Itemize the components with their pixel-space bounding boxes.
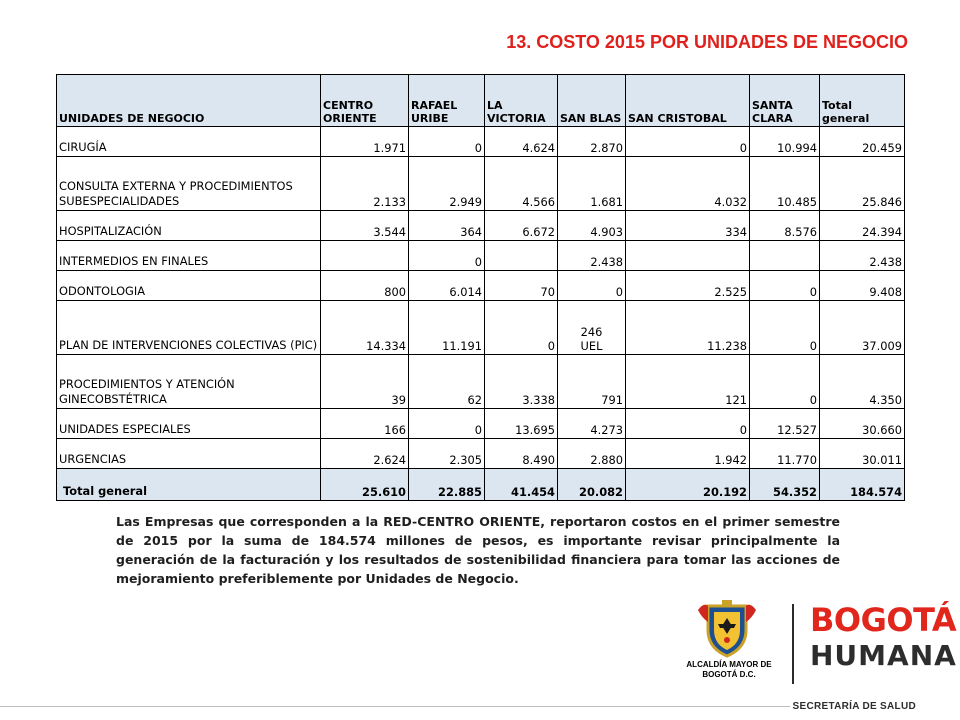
header-total-general: Total general <box>820 75 905 127</box>
header-centro-oriente: CENTRO ORIENTE <box>321 75 409 127</box>
table-cell: 9.408 <box>820 271 905 301</box>
table-cell: 11.770 <box>750 439 820 469</box>
table-cell: 2.880 <box>558 439 626 469</box>
row-label: INTERMEDIOS EN FINALES <box>57 241 321 271</box>
table-row <box>57 127 905 157</box>
table-cell: 3.544 <box>321 211 409 241</box>
table-cell: 14.334 <box>321 301 409 355</box>
table-cell: 4.566 <box>485 157 558 211</box>
row-label: PLAN DE INTERVENCIONES COLECTIVAS (PIC) <box>57 301 321 355</box>
header-san-blas: SAN BLAS <box>558 75 626 127</box>
table-cell: 1.942 <box>626 439 750 469</box>
table-cell: 25.846 <box>820 157 905 211</box>
table-cell: 0 <box>626 127 750 157</box>
table-row <box>57 301 905 355</box>
pic-san-blas-value: 246 <box>580 325 603 339</box>
table-cell: 6.672 <box>485 211 558 241</box>
table-cell: 2.525 <box>626 271 750 301</box>
footer-divider <box>0 706 790 707</box>
table-cell: 2.949 <box>409 157 485 211</box>
table-cell: 0 <box>409 127 485 157</box>
table-row <box>57 271 905 301</box>
cost-table <box>56 74 905 501</box>
table-cell: 2.870 <box>558 127 626 157</box>
header-rafael-uribe: RAFAEL URIBE <box>409 75 485 127</box>
row-label: CONSULTA EXTERNA Y PROCEDIMIENTOS SUBESPECIALIDADES <box>57 157 321 211</box>
row-label: CIRUGÍA <box>57 127 321 157</box>
table-row <box>57 241 905 271</box>
total-cell: 20.192 <box>626 469 750 501</box>
logo-divider <box>792 604 794 684</box>
table-cell <box>750 241 820 271</box>
table-total-row <box>57 469 905 501</box>
table-header-row <box>57 75 905 127</box>
total-cell: 54.352 <box>750 469 820 501</box>
table-row <box>57 439 905 469</box>
table-cell: 4.273 <box>558 409 626 439</box>
table-cell: 4.903 <box>558 211 626 241</box>
table-cell: 11.191 <box>409 301 485 355</box>
table-cell: 30.660 <box>820 409 905 439</box>
table-cell: 0 <box>626 409 750 439</box>
header-la-victoria: LA VICTORIA <box>485 75 558 127</box>
table-cell: 2.438 <box>558 241 626 271</box>
table-cell: 20.459 <box>820 127 905 157</box>
header-santa-clara: SANTA CLARA <box>750 75 820 127</box>
table-cell: 37.009 <box>820 301 905 355</box>
header-unidades: UNIDADES DE NEGOCIO <box>57 75 321 127</box>
table-cell: 10.994 <box>750 127 820 157</box>
pic-san-blas-note: UEL <box>580 339 603 353</box>
header-san-cristobal: SAN CRISTOBAL <box>626 75 750 127</box>
total-cell: 41.454 <box>485 469 558 501</box>
table-cell: 11.238 <box>626 301 750 355</box>
table-cell: 2.624 <box>321 439 409 469</box>
table-cell: 0 <box>750 271 820 301</box>
table-cell: 0 <box>409 241 485 271</box>
table-cell: 0 <box>409 409 485 439</box>
table-cell: 2.438 <box>820 241 905 271</box>
table-cell: 30.011 <box>820 439 905 469</box>
table-cell: 800 <box>321 271 409 301</box>
table-cell: 62 <box>409 355 485 409</box>
table-cell: 791 <box>558 355 626 409</box>
total-cell: 184.574 <box>820 469 905 501</box>
table-row <box>57 355 905 409</box>
table-cell: 2.133 <box>321 157 409 211</box>
row-label: PROCEDIMIENTOS Y ATENCIÓN GINECOBSTÉTRICA <box>57 355 321 409</box>
table-cell: 334 <box>626 211 750 241</box>
table-cell: 4.350 <box>820 355 905 409</box>
brand-humana: HUMANA <box>810 639 957 672</box>
table-cell <box>626 241 750 271</box>
table-cell: 1.681 <box>558 157 626 211</box>
table-row <box>57 409 905 439</box>
bogota-logo <box>672 600 957 690</box>
table-cell: 12.527 <box>750 409 820 439</box>
table-cell: 364 <box>409 211 485 241</box>
total-cell: 20.082 <box>558 469 626 501</box>
table-cell: 13.695 <box>485 409 558 439</box>
total-cell: 25.610 <box>321 469 409 501</box>
table-cell <box>321 241 409 271</box>
coat-of-arms-icon <box>694 600 760 658</box>
table-cell: 4.624 <box>485 127 558 157</box>
table-cell: 6.014 <box>409 271 485 301</box>
table-cell: 8.576 <box>750 211 820 241</box>
table-cell: 70 <box>485 271 558 301</box>
table-cell: 4.032 <box>626 157 750 211</box>
table-cell: 24.394 <box>820 211 905 241</box>
table-cell: 39 <box>321 355 409 409</box>
row-label: URGENCIAS <box>57 439 321 469</box>
row-label: ODONTOLOGIA <box>57 271 321 301</box>
table-cell: 166 <box>321 409 409 439</box>
total-cell: 22.885 <box>409 469 485 501</box>
row-label: UNIDADES ESPECIALES <box>57 409 321 439</box>
table-cell: 0 <box>485 301 558 355</box>
brand-bogota: BOGOTÁ <box>810 601 957 639</box>
total-label: Total general <box>57 469 321 501</box>
table-cell: 0 <box>558 271 626 301</box>
table-cell: 0 <box>750 355 820 409</box>
table-cell: 3.338 <box>485 355 558 409</box>
table-row <box>57 157 905 211</box>
table-cell: 121 <box>626 355 750 409</box>
table-cell-pic-san-blas <box>558 301 626 355</box>
table-cell: 1.971 <box>321 127 409 157</box>
table-cell: 2.305 <box>409 439 485 469</box>
alcaldia-label: ALCALDÍA MAYOR DE BOGOTÁ D.C. <box>686 660 772 679</box>
table-cell: 0 <box>750 301 820 355</box>
page-title: 13. COSTO 2015 POR UNIDADES DE NEGOCIO <box>506 32 908 52</box>
row-label: HOSPITALIZACIÓN <box>57 211 321 241</box>
table-cell: 8.490 <box>485 439 558 469</box>
summary-paragraph: Las Empresas que corresponden a la RED-CENTRO ORIENTE, reportaron costos en el primer semestre de 2015 por la suma de 184.574 millones de pesos, es importante revisar principalmente la generación de la facturación y los resultados de sostenibilidad financiera para tomar las acciones de mejoramiento preferiblemente por Unidades de Negocio. <box>116 514 840 586</box>
footer-label: SECRETARÍA DE SALUD <box>792 701 916 712</box>
table-row <box>57 211 905 241</box>
table-cell <box>485 241 558 271</box>
table-cell: 10.485 <box>750 157 820 211</box>
